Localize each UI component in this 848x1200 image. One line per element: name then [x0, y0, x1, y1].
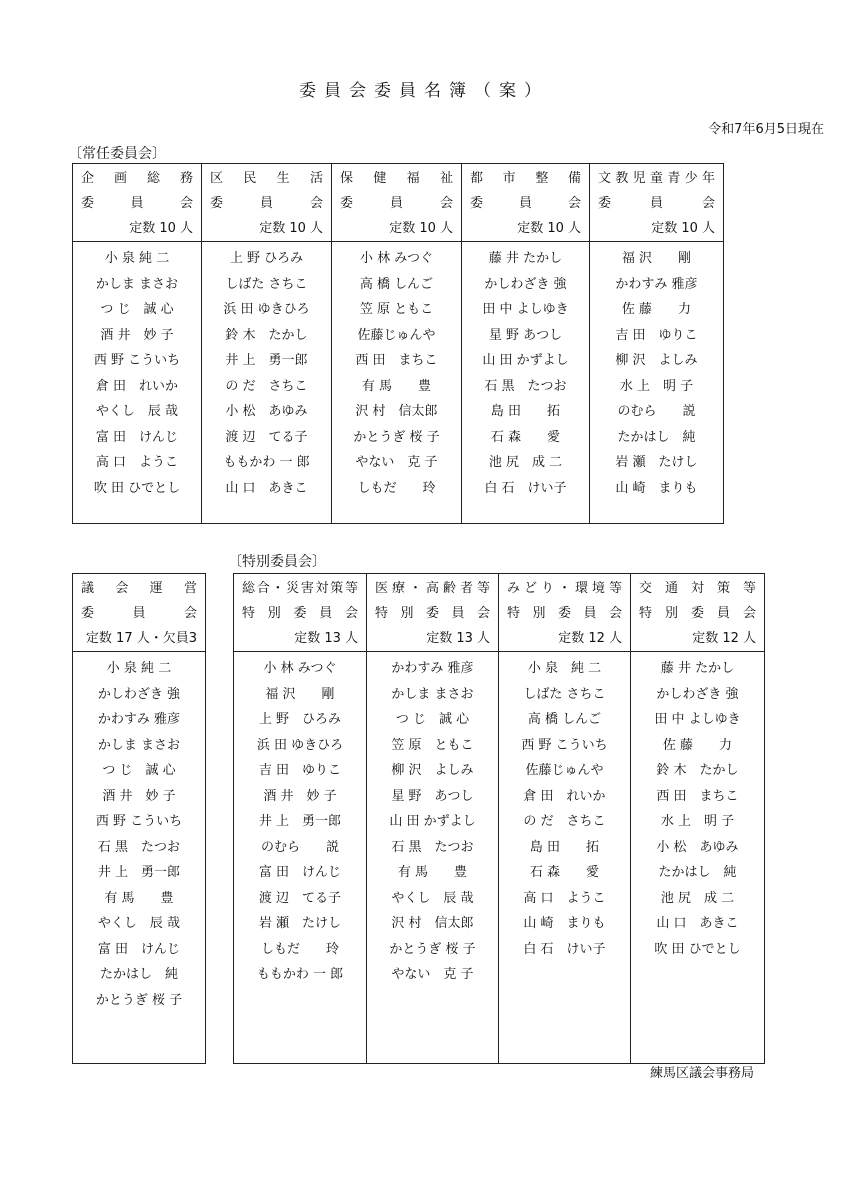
special-committees-heading: 〔特別委員会〕	[228, 554, 326, 570]
member-name: 岩 瀬 たけし	[258, 916, 342, 931]
member-list	[462, 242, 589, 501]
member-name: 西 田 まちこ	[656, 788, 739, 804]
member-name: 富 田 けんじ	[97, 941, 181, 957]
steering-committee-table	[72, 573, 206, 1064]
committee-name-line2: 委 員 会	[81, 196, 193, 211]
committee-name-line1: 保 健 福 祉	[340, 171, 453, 186]
committee-name-line1: 医療・高齢者等	[375, 581, 490, 596]
member-name: 沢 村 信太郎	[391, 916, 474, 931]
member-name: 倉 田 れいか	[95, 378, 179, 394]
member-name: かしわざき 強	[656, 686, 739, 702]
member-name: しもだ 玲	[260, 941, 339, 957]
committee-quota: 定数 10 人	[259, 221, 323, 236]
member-name: やない 克 子	[391, 967, 474, 982]
member-name: 笠 原 ともこ	[391, 737, 474, 753]
member-name: かとうぎ 桜 子	[353, 429, 440, 445]
member-name: 田 中 よしゆき	[482, 302, 569, 317]
member-name: 浜 田 ゆきひろ	[256, 737, 344, 753]
member-name: かしま まさお	[95, 276, 179, 292]
committee-name-line1: 議 会 運 営	[81, 581, 197, 596]
committee-name-line2: 特 別 委 員 会	[639, 606, 756, 621]
member-name: 小 泉 純 二	[104, 251, 170, 266]
committee-header	[631, 574, 764, 652]
member-name: 酒 井 妙 子	[263, 788, 337, 804]
member-list	[367, 652, 498, 988]
committee-column	[499, 573, 631, 1064]
member-name: 沢 村 信太郎	[355, 404, 438, 419]
member-name: かしわざき 強	[97, 686, 181, 702]
committee-header	[367, 574, 498, 652]
committee-name-line1: 文教児童青少年	[598, 171, 715, 186]
member-name: 佐 藤 力	[621, 302, 692, 317]
member-name: 石 森 愛	[490, 429, 561, 445]
member-name: しもだ 玲	[357, 480, 436, 496]
member-name: 島 田 拓	[529, 839, 600, 855]
committee-quota: 定数 17 人・欠員3	[85, 631, 197, 646]
committee-name-line2: 特 別 委 員 会	[507, 606, 622, 621]
committee-name-line2: 委 員 会	[340, 196, 453, 211]
member-name: たかはし 純	[617, 429, 696, 445]
member-name: 小 松 あゆみ	[656, 839, 739, 855]
committee-name-line2: 委 員 会	[470, 196, 581, 211]
committee-quota: 定数 13 人	[294, 631, 358, 646]
member-name: 小 林 みつぐ	[359, 251, 433, 266]
member-name: つ じ 誠 心	[102, 763, 176, 778]
member-name: 石 森 愛	[529, 865, 600, 880]
committee-quota: 定数 13 人	[426, 631, 490, 646]
member-list	[499, 652, 630, 962]
member-name: かとうぎ 桜 子	[389, 941, 476, 957]
committee-quota: 定数 12 人	[692, 631, 756, 646]
member-name: 西 野 こういち	[93, 353, 181, 368]
committee-name-line1: みどり・環境等	[507, 581, 622, 596]
member-name: 井 上 勇一郎	[225, 353, 308, 368]
member-name: かわすみ 雅彦	[615, 276, 698, 292]
member-name: たかはし 純	[658, 865, 737, 880]
committee-header	[332, 164, 461, 242]
member-list	[332, 242, 461, 501]
member-name: やくし 辰 哉	[95, 404, 179, 419]
member-name: 福 沢 剛	[621, 251, 692, 266]
committee-column	[367, 573, 499, 1064]
member-list	[202, 242, 331, 501]
member-name: 山 崎 まりも	[523, 916, 606, 931]
committee-header	[499, 574, 630, 652]
member-list	[590, 242, 723, 501]
committee-column	[72, 163, 202, 524]
member-name: 吉 田 ゆりこ	[258, 763, 342, 778]
member-name: 島 田 拓	[490, 404, 561, 419]
member-name: 吹 田 ひでとし	[654, 941, 741, 957]
member-name: 高 口 ようこ	[523, 890, 606, 906]
committee-name-line1: 区 民 生 活	[210, 171, 323, 186]
committee-header	[462, 164, 589, 242]
member-name: 上 野 ひろみ	[258, 712, 342, 727]
member-name: 柳 沢 よしみ	[391, 763, 474, 778]
member-name: 星 野 あつし	[488, 327, 563, 343]
member-name: 小 松 あゆみ	[225, 404, 308, 419]
committee-name-line2: 委 員 会	[598, 196, 715, 211]
member-name: 吹 田 ひでとし	[93, 480, 181, 496]
member-name: 小 泉 純 二	[106, 661, 172, 676]
member-name: 白 石 けい子	[484, 480, 567, 496]
member-name: 井 上 勇一郎	[97, 865, 181, 880]
member-name: 小 泉 純 二	[527, 661, 602, 676]
member-name: 倉 田 れいか	[523, 788, 606, 804]
member-name: 酒 井 妙 子	[100, 327, 174, 343]
member-name: 柳 沢 よしみ	[615, 353, 698, 368]
committee-name-line2: 特 別 委 員 会	[375, 606, 490, 621]
member-name: 山 崎 まりも	[615, 480, 698, 496]
committee-quota: 定数 10 人	[129, 221, 193, 236]
committee-header	[73, 574, 205, 652]
member-name: 上 野 ひろみ	[229, 251, 304, 266]
member-name: 酒 井 妙 子	[102, 788, 176, 804]
member-name: 高 橋 しんご	[527, 712, 602, 727]
member-name: 佐 藤 力	[662, 737, 733, 753]
committee-name-line1: 都 市 整 備	[470, 171, 581, 186]
member-name: 吉 田 ゆりこ	[615, 327, 698, 343]
member-name: 福 沢 剛	[265, 686, 335, 702]
member-name: たかはし 純	[99, 967, 178, 982]
member-name: 富 田 けんじ	[95, 429, 179, 445]
member-name: 石 黒 たつお	[97, 839, 181, 855]
member-name: 渡 辺 てる子	[225, 429, 308, 445]
member-name: 山 口 あきこ	[656, 916, 739, 931]
committee-column	[233, 573, 367, 1064]
member-name: 渡 辺 てる子	[258, 890, 342, 906]
page-title: 委員会委員名簿（案）	[299, 81, 549, 101]
committee-column	[202, 163, 332, 524]
committee-header	[590, 164, 723, 242]
member-name: のむら 説	[617, 404, 696, 419]
member-name: かしま まさお	[97, 737, 181, 753]
member-name: かしま まさお	[391, 686, 474, 702]
member-name: 藤 井 たかし	[488, 251, 563, 266]
committee-quota: 定数 10 人	[517, 221, 581, 236]
committee-column	[332, 163, 462, 524]
member-name: つ じ 誠 心	[395, 712, 470, 727]
committee-header	[202, 164, 331, 242]
committee-header	[73, 164, 201, 242]
member-name: 池 尻 成 二	[660, 890, 735, 906]
member-name: ももかわ 一 郎	[256, 967, 344, 982]
member-name: やくし 辰 哉	[391, 890, 474, 906]
member-name: かわすみ 雅彦	[97, 712, 181, 727]
member-name: 井 上 勇一郎	[258, 814, 342, 829]
footer-office: 練馬区議会事務局	[649, 1066, 754, 1081]
member-name: 山 田 かずよし	[389, 814, 476, 829]
committee-column	[631, 573, 765, 1064]
member-name: 笠 原 ともこ	[359, 302, 434, 317]
member-name: 小 林 みつぐ	[263, 661, 337, 676]
member-name: 水 上 明 子	[619, 378, 694, 394]
standing-committees-heading: 〔常任委員会〕	[68, 146, 166, 162]
member-name: 白 石 けい子	[523, 941, 606, 957]
member-name: ももかわ 一 郎	[223, 455, 310, 470]
member-name: 富 田 けんじ	[258, 865, 342, 880]
member-name: 有 馬 豊	[397, 865, 468, 880]
standing-committees-table	[72, 163, 724, 524]
committee-name-line2: 特 別 委 員 会	[242, 606, 358, 621]
member-name: 鈴 木 たかし	[225, 327, 308, 343]
member-name: 有 馬 豊	[104, 890, 174, 906]
committee-quota: 定数 10 人	[389, 221, 453, 236]
member-name: 高 橋 しんご	[359, 276, 434, 292]
committee-name-line1: 交 通 対 策 等	[639, 581, 756, 596]
member-name: やない 克 子	[355, 455, 438, 470]
member-name: 池 尻 成 二	[488, 455, 563, 470]
member-list	[73, 652, 205, 1013]
member-list	[73, 242, 201, 501]
member-name: 有 馬 豊	[361, 378, 432, 394]
member-name: のむら 説	[260, 839, 339, 855]
committee-column	[462, 163, 590, 524]
committee-name-line1: 総合・災害対策等	[242, 581, 358, 596]
member-list	[234, 652, 366, 988]
as-of-date: 令和7年6月5日現在	[708, 122, 824, 137]
member-name: かしわざき 強	[484, 276, 567, 292]
member-name: やくし 辰 哉	[97, 916, 181, 931]
committee-name-line2: 委 員 会	[81, 606, 197, 621]
member-name: しばた さちこ	[523, 686, 606, 702]
member-name: 高 口 ようこ	[95, 455, 179, 470]
committee-column	[590, 163, 724, 524]
member-name: かわすみ 雅彦	[391, 661, 474, 676]
member-name: 佐藤じゅんや	[525, 763, 604, 778]
committee-header	[234, 574, 366, 652]
member-name: の だ さちこ	[225, 378, 308, 394]
committee-name-line1: 企 画 総 務	[81, 171, 193, 186]
committee-quota: 定数 10 人	[651, 221, 715, 236]
member-name: の だ さちこ	[523, 814, 606, 829]
member-name: 西 野 こういち	[521, 737, 608, 753]
member-name: 浜 田 ゆきひろ	[223, 302, 310, 317]
member-name: 星 野 あつし	[391, 788, 474, 804]
member-name: 田 中 よしゆき	[654, 712, 741, 727]
member-name: 石 黒 たつお	[391, 839, 474, 855]
member-name: 藤 井 たかし	[660, 661, 735, 676]
special-committees-table	[233, 573, 765, 1064]
member-name: 岩 瀬 たけし	[615, 455, 698, 470]
member-name: 西 野 こういち	[95, 814, 183, 829]
member-name: 鈴 木 たかし	[656, 763, 739, 778]
member-name: しばた さちこ	[225, 276, 308, 292]
member-name: つ じ 誠 心	[100, 302, 174, 317]
member-list	[631, 652, 764, 962]
member-name: 佐藤じゅんや	[357, 327, 436, 343]
member-name: 山 田 かずよし	[482, 353, 569, 368]
member-name: 山 口 あきこ	[225, 480, 308, 496]
committee-name-line2: 委 員 会	[210, 196, 323, 211]
member-name: 石 黒 たつお	[484, 378, 567, 394]
committee-column	[72, 573, 206, 1064]
member-name: 西 田 まちこ	[355, 353, 438, 368]
member-name: かとうぎ 桜 子	[95, 992, 183, 1008]
member-name: 水 上 明 子	[660, 814, 735, 829]
committee-quota: 定数 12 人	[558, 631, 622, 646]
